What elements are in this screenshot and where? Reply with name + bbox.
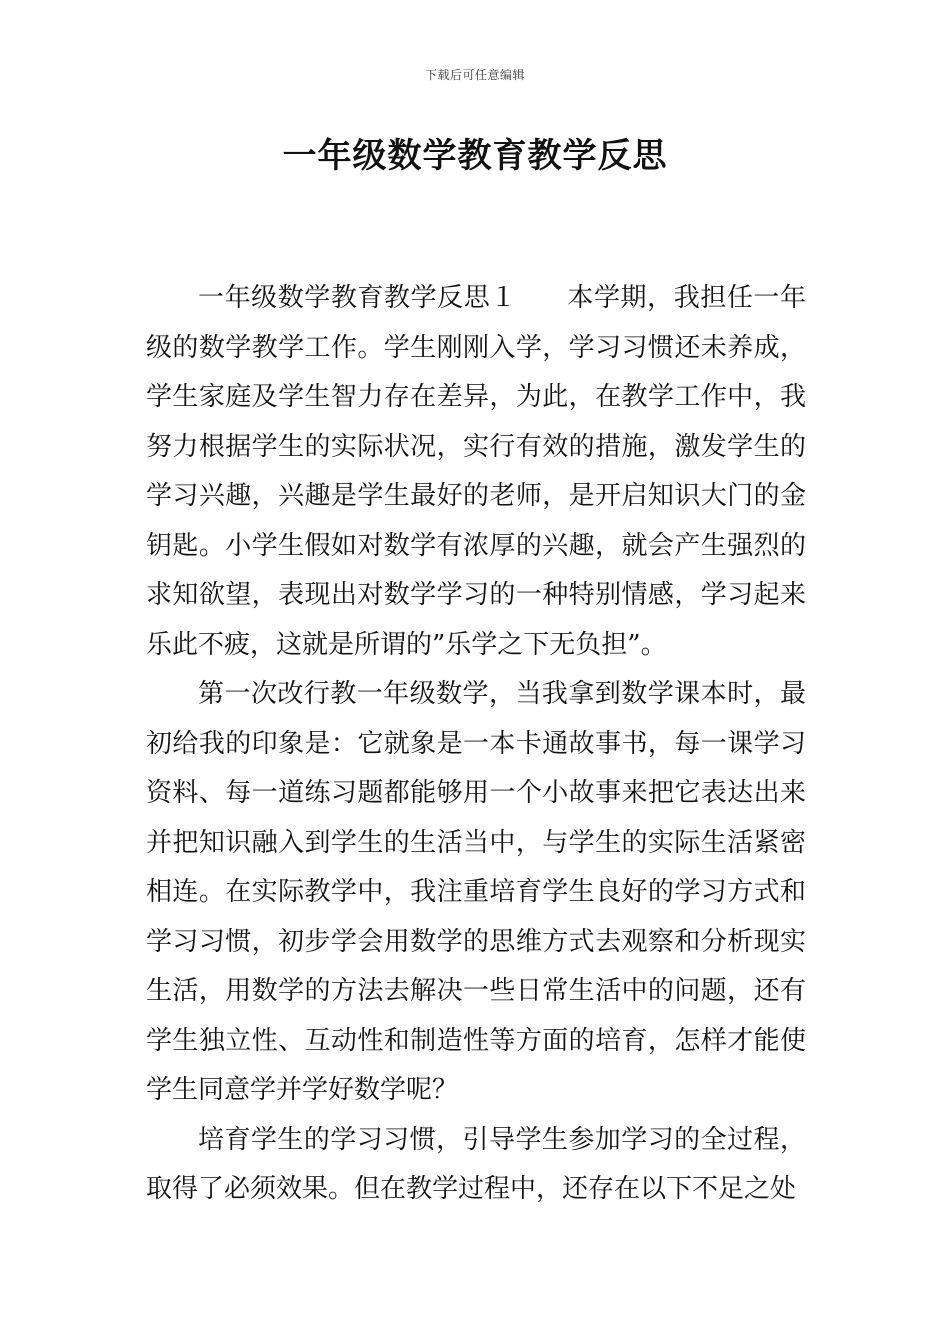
paragraph-3: 培育学生的学习习惯，引导学生参加学习的全过程，取得了必须效果。但在教学过程中，还存在以下不足之处: [146, 1124, 806, 1204]
document-body: [146, 274, 806, 1215]
paragraph-1: [146, 274, 806, 670]
document-title: 一年级数学教育教学反思: [282, 136, 668, 176]
paragraph-2: 第一次改行教一年级数学，当我拿到数学课本时，最初给我的印象是：它就象是一本卡通故事书，每一课学习资料、每一道练习题都能够用一个小故事来把它表达出来并把知识融入到学生的生活当中，与学生的实际生活紧密相连。在实际教学中，我注重培育学生良好的学习方式和学习习惯，初步学会用数学的思维方式去观察和分析现实生活，用数学的方法去解决一些日常生活中的问题，还有学生独立性、互动性和制造性等方面的培育，怎样才能使学生同意学并学好数学呢？: [146, 679, 806, 1105]
paragraph-1-text: 本学期，我担任一年级的数学教学工作。学生刚刚入学，学习习惯还未养成，学生家庭及学生智力存在差异，为此，在教学工作中，我努力根据学生的实际状况，实行有效的措施，激发学生的学习兴趣，兴趣是学生最好的老师，是开启知识大门的金钥匙。小学生假如对数学有浓厚的兴趣，就会产生强烈的求知欲望，表现出对数学学习的一种特别情感，学习起来乐此不疲，这就是所谓的”乐学之下无负担”。: [146, 283, 806, 660]
header-note: 下载后可任意编辑: [424, 68, 525, 82]
paragraph-1-heading: 一年级数学教育教学反思１: [198, 283, 517, 313]
